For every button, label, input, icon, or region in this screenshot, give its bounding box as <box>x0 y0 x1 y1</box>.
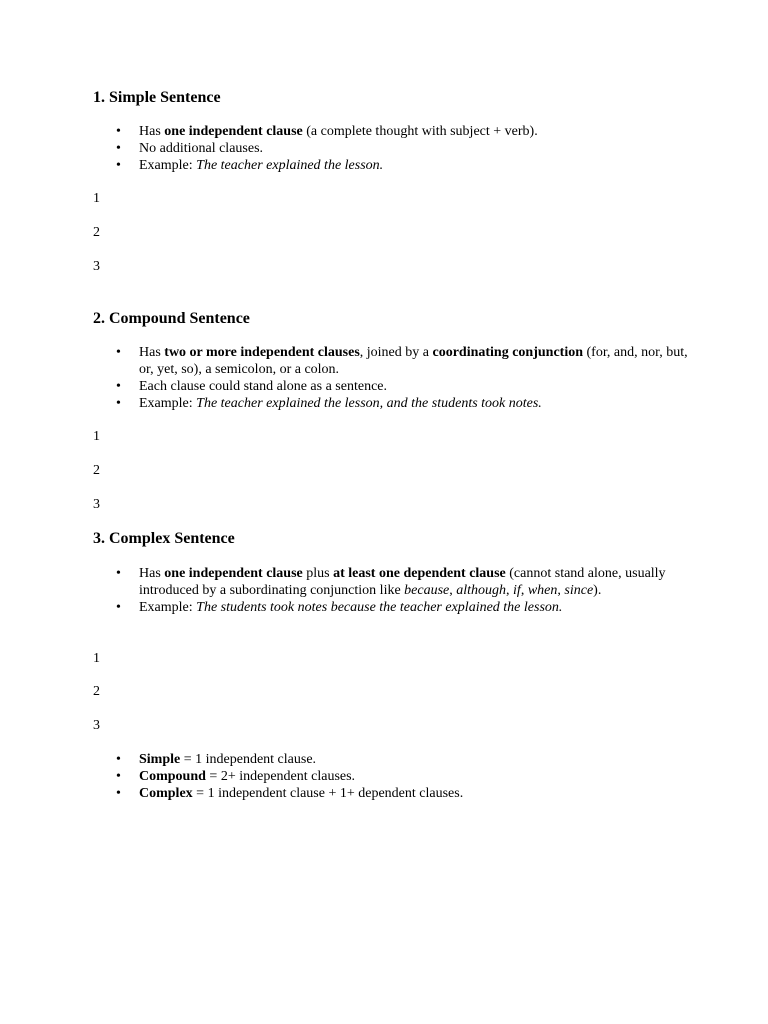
italic-text: when <box>527 583 558 598</box>
numbered-line: 1 <box>93 191 100 206</box>
numbered-line: 3 <box>93 259 100 274</box>
text: Each clause could stand alone as a sentence. <box>139 379 388 394</box>
bold-text: coordinating conjunction <box>432 345 583 360</box>
text: , joined by a <box>359 345 433 360</box>
list-item <box>93 344 693 378</box>
text: Example: <box>139 396 197 411</box>
text: , <box>449 583 457 598</box>
list-item <box>93 599 693 616</box>
section-heading-compound: 2. Compound Sentence <box>93 310 250 327</box>
italic-text: if <box>513 583 521 598</box>
summary-bullet-list <box>93 751 693 802</box>
example-text: The students took notes because the teacher explained the lesson. <box>196 600 563 615</box>
summary-text: = 1 independent clause + 1+ dependent clauses. <box>192 786 464 801</box>
summary-term: Simple <box>139 752 181 767</box>
summary-item <box>93 751 693 768</box>
text: , <box>506 583 514 598</box>
list-item <box>93 378 693 395</box>
bold-text: at least one dependent clause <box>333 566 506 581</box>
text: (a complete thought with subject + verb). <box>302 124 538 139</box>
list-item <box>93 395 693 412</box>
section-heading-complex: 3. Complex Sentence <box>93 530 235 547</box>
bold-text: two or more independent clauses <box>164 345 360 360</box>
list-item <box>93 565 693 599</box>
text: (cannot stand alone, usually introduced by a subordinating conjunction like <box>139 566 666 598</box>
numbered-line: 2 <box>93 684 100 699</box>
section-heading-simple: 1. Simple Sentence <box>93 89 221 106</box>
text: ). <box>593 583 602 598</box>
text: , <box>557 583 565 598</box>
text: (for, and, nor, but, or, yet, so), a semicolon, or a colon. <box>139 345 688 377</box>
text: Has <box>139 566 165 581</box>
summary-term: Complex <box>139 786 193 801</box>
bold-text: one independent clause <box>164 124 303 139</box>
text: Example: <box>139 158 197 173</box>
numbered-line: 1 <box>93 651 100 666</box>
numbered-line: 3 <box>93 718 100 733</box>
text: , <box>520 583 528 598</box>
list-item <box>93 140 693 157</box>
list-item <box>93 123 693 140</box>
numbered-line: 3 <box>93 497 100 512</box>
summary-item <box>93 785 693 802</box>
summary-item <box>93 768 693 785</box>
summary-term: Compound <box>139 769 206 784</box>
summary-text: = 1 independent clause. <box>180 752 317 767</box>
summary-text: = 2+ independent clauses. <box>205 769 356 784</box>
text: Has <box>139 345 165 360</box>
text: Example: <box>139 600 197 615</box>
italic-text: because <box>404 583 450 598</box>
bold-text: one independent clause <box>164 566 303 581</box>
numbered-line: 2 <box>93 463 100 478</box>
text: Has <box>139 124 165 139</box>
simple-bullet-list <box>93 123 693 174</box>
list-item <box>93 157 693 174</box>
example-text: The teacher explained the lesson, and the students took notes. <box>196 396 542 411</box>
text: No additional clauses. <box>139 141 264 156</box>
compound-bullet-list <box>93 344 693 412</box>
example-text: The teacher explained the lesson. <box>196 158 384 173</box>
complex-bullet-list <box>93 565 693 616</box>
numbered-line: 1 <box>93 429 100 444</box>
numbered-line: 2 <box>93 225 100 240</box>
italic-text: although <box>456 583 507 598</box>
italic-text: since <box>564 583 594 598</box>
text: plus <box>302 566 334 581</box>
